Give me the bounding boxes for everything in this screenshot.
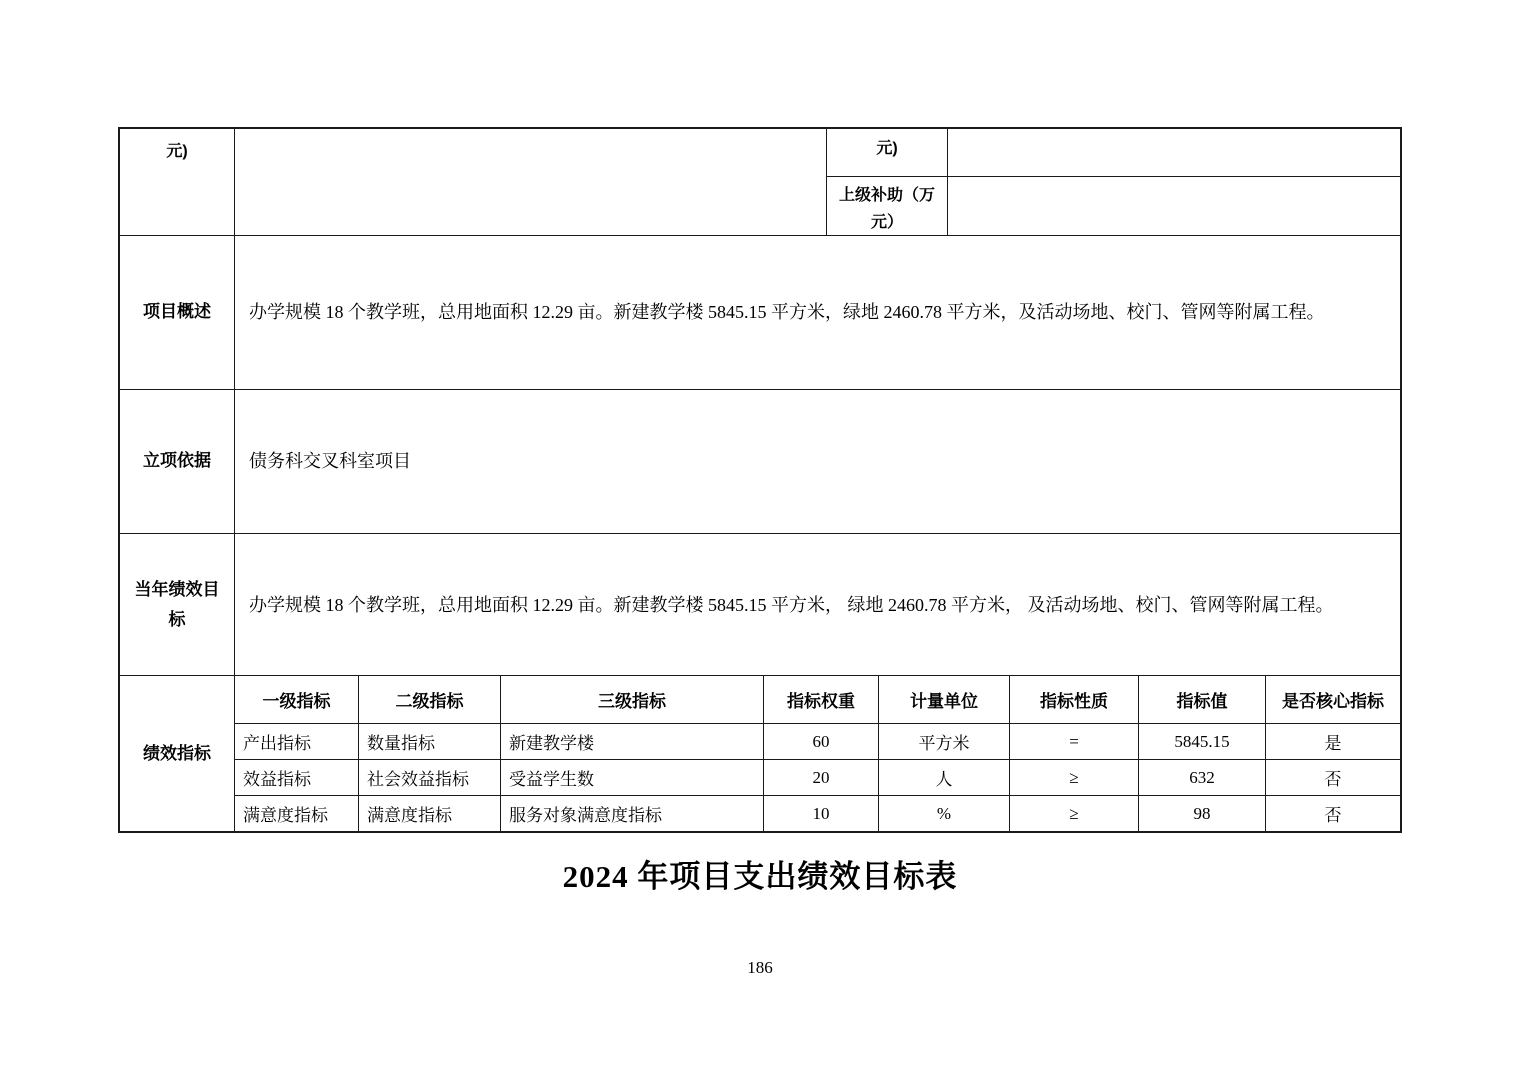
cell-level2: 社会效益指标 (359, 760, 501, 795)
header-level1: 一级指标 (235, 676, 359, 723)
indicator-row-output (235, 723, 1400, 759)
annual-goal-label: 当年绩效目标 (120, 534, 235, 675)
cell-level3: 服务对象满意度指标 (501, 796, 764, 831)
cell-nature: ≥ (1010, 760, 1139, 795)
table-row-project-overview (120, 235, 1400, 389)
project-basis-content: 债务科交叉科室项目 (249, 451, 411, 472)
cell-value: 632 (1139, 760, 1266, 795)
cell-nature: = (1010, 724, 1139, 759)
indicator-row-benefit (235, 759, 1400, 795)
cell-value: 5845.15 (1139, 724, 1266, 759)
superior-subsidy-label-cell: 上级补助（万元） (827, 177, 948, 236)
cell-value: 98 (1139, 796, 1266, 831)
left-unit-fragment-cell: 元) (120, 129, 235, 235)
document-title: 2024 年项目支出绩效目标表 (562, 859, 958, 894)
table-row-top-continuation (120, 129, 1400, 235)
cell-nature: ≥ (1010, 796, 1139, 831)
empty-value-cell-right-1 (948, 129, 1400, 176)
header-is-core: 是否核心指标 (1282, 692, 1384, 712)
indicators-grid (235, 676, 1400, 831)
header-level3: 三级指标 (501, 676, 764, 723)
cell-level3: 受益学生数 (501, 760, 764, 795)
cell-level1: 产出指标 (235, 724, 359, 759)
table-row-indicators (120, 675, 1400, 831)
annual-goal-content: 办学规模 18 个教学班，总用地面积 12.29 亩。新建教学楼 5845.15 平方米， 绿地 2460.78 平方米， 及活动场地、校门、管网等附属工程。 (249, 594, 1334, 615)
cell-level1: 效益指标 (235, 760, 359, 795)
right-subgrid-row-1 (827, 129, 1400, 177)
cell-is-core: 否 (1324, 770, 1342, 790)
cell-level3: 新建教学楼 (501, 724, 764, 759)
cell-weight: 20 (764, 760, 879, 795)
indicator-row-satisfaction (235, 795, 1400, 831)
header-level2: 二级指标 (359, 676, 501, 723)
right-subgrid-row-2 (827, 177, 1400, 236)
cell-weight: 10 (764, 796, 879, 831)
cell-level2: 数量指标 (359, 724, 501, 759)
empty-value-cell-right-2 (948, 177, 1400, 236)
cell-unit: 人 (879, 760, 1010, 795)
table-row-project-basis (120, 389, 1400, 534)
page-number: 186 (747, 958, 773, 977)
project-overview-label: 项目概述 (120, 236, 235, 389)
header-unit: 计量单位 (879, 676, 1010, 723)
cell-level1: 满意度指标 (235, 796, 359, 831)
cell-is-core: 否 (1324, 806, 1342, 826)
right-unit-fragment-cell: 元) (827, 129, 948, 176)
project-basis-label: 立项依据 (120, 390, 235, 534)
header-value: 指标值 (1139, 676, 1266, 723)
header-weight: 指标权重 (764, 676, 879, 723)
header-nature: 指标性质 (1010, 676, 1139, 723)
indicators-label: 绩效指标 (120, 676, 235, 831)
indicators-header-row (235, 676, 1400, 723)
cell-unit: 平方米 (879, 724, 1010, 759)
cell-is-core: 是 (1324, 734, 1342, 754)
empty-value-cell-left (235, 129, 827, 235)
project-overview-content: 办学规模 18 个教学班，总用地面积 12.29 亩。新建教学楼 5845.15 平方米，绿地 2460.78 平方米，及活动场地、校门、管网等附属工程。 (249, 302, 1325, 323)
performance-target-table (118, 127, 1402, 833)
cell-level2: 满意度指标 (359, 796, 501, 831)
right-subgrid (827, 129, 1400, 235)
cell-weight: 60 (764, 724, 879, 759)
cell-unit: % (879, 796, 1010, 831)
table-row-annual-goal (120, 533, 1400, 675)
